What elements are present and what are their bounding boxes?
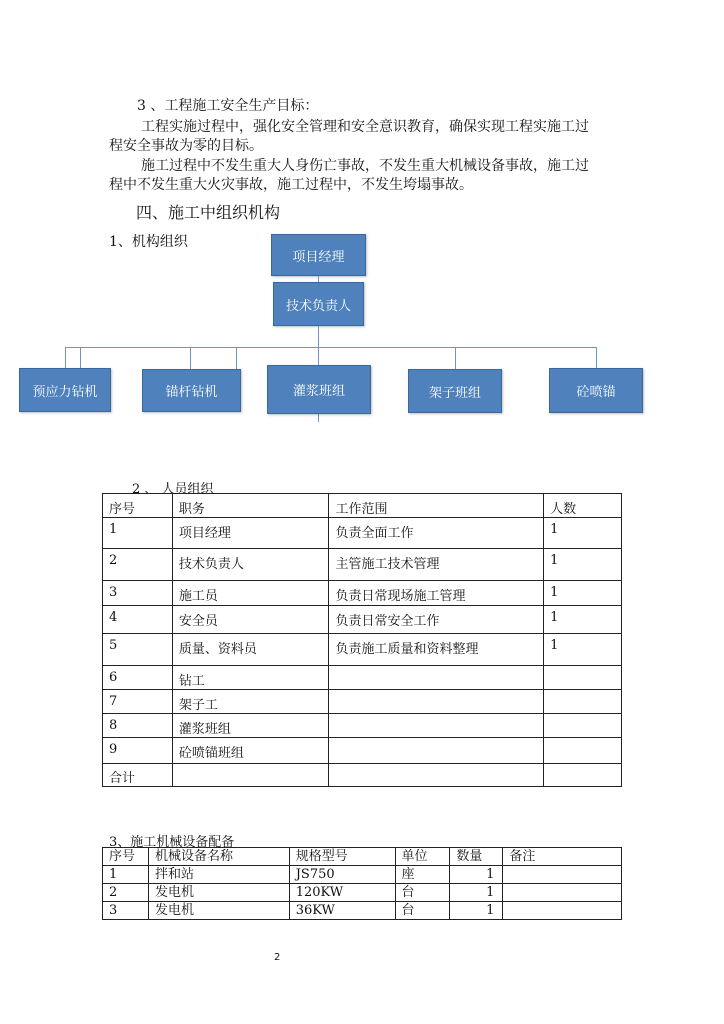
table-header-cell: 规格型号	[289, 848, 395, 866]
table-row	[103, 549, 622, 581]
equipment-table	[102, 847, 622, 920]
org-connector	[80, 347, 81, 369]
section3-title: 3 、工程施工安全生产目标：	[137, 98, 319, 114]
org-connector	[65, 347, 66, 369]
table-cell: 座	[395, 866, 450, 884]
table-cell: 台	[395, 884, 450, 902]
table-cell: 台	[395, 902, 450, 920]
org-connector	[190, 347, 191, 369]
table-cell	[544, 666, 622, 690]
org-connector	[65, 347, 597, 348]
table-cell: 拌和站	[148, 866, 289, 884]
table-cell: 1	[544, 549, 622, 581]
table-header-row	[103, 848, 622, 866]
table-row	[103, 634, 622, 666]
table-row	[103, 690, 622, 714]
table-row	[103, 738, 622, 764]
table-cell: 钻工	[172, 666, 329, 690]
table-cell	[172, 764, 329, 787]
table-cell: 5	[103, 634, 173, 666]
equipment-caption: 3、施工机械设备配备	[109, 835, 235, 850]
table-cell: 1	[544, 581, 622, 606]
table-cell: 1	[450, 902, 503, 920]
table-row	[103, 714, 622, 738]
table-header-row	[103, 494, 622, 518]
table-header-cell: 机械设备名称	[148, 848, 289, 866]
table-header-cell: 序号	[103, 494, 173, 518]
table-cell: 砼喷锚班组	[172, 738, 329, 764]
table-cell: 合计	[103, 764, 173, 787]
table-header-cell: 工作范围	[329, 494, 544, 518]
table-cell	[503, 902, 622, 920]
table-row	[103, 666, 622, 690]
table-cell: 发电机	[148, 884, 289, 902]
table-cell: 8	[103, 714, 173, 738]
table-cell	[544, 714, 622, 738]
org-connector	[318, 326, 319, 348]
table-cell	[329, 690, 544, 714]
table-cell: 1	[544, 634, 622, 666]
table-cell	[329, 738, 544, 764]
table-cell: 发电机	[148, 902, 289, 920]
personnel-table	[102, 493, 622, 787]
table-cell: 2	[103, 549, 173, 581]
org-box-tech-lead: 技术负责人	[273, 282, 364, 326]
table-row	[103, 764, 622, 787]
table-cell: 1	[450, 866, 503, 884]
section3-para2-line1: 施工过程中不发生重大人身伤亡事故，不发生重大机械设备事故，施工过	[141, 158, 589, 174]
table-cell	[544, 690, 622, 714]
table-cell: 4	[103, 606, 173, 634]
table-cell: 负责全面工作	[329, 518, 544, 549]
table-header-cell: 备注	[503, 848, 622, 866]
table-cell: 2	[103, 884, 149, 902]
org-box-team: 灌浆班组	[267, 365, 371, 414]
table-row	[103, 902, 622, 920]
table-cell: 施工员	[172, 581, 329, 606]
table-cell: 灌浆班组	[172, 714, 329, 738]
table-cell: 负责日常安全工作	[329, 606, 544, 634]
table-cell: 3	[103, 581, 173, 606]
org-chart-label: 1、机构组织	[109, 234, 188, 250]
org-connector	[318, 347, 319, 365]
table-row	[103, 518, 622, 549]
table-row	[103, 581, 622, 606]
org-box-team: 架子班组	[408, 369, 502, 413]
table-header-cell: 数量	[450, 848, 503, 866]
section4-title: 四、施工中组织机构	[136, 203, 281, 222]
table-row	[103, 884, 622, 902]
org-connector	[236, 347, 237, 369]
table-cell: 120KW	[289, 884, 395, 902]
table-cell: 安全员	[172, 606, 329, 634]
org-box-team: 预应力钻机	[19, 368, 111, 412]
table-cell: 1	[544, 606, 622, 634]
org-box-manager: 项目经理	[271, 234, 366, 276]
table-cell: 项目经理	[172, 518, 329, 549]
table-cell: 9	[103, 738, 173, 764]
section3-para1-line1: 工程实施过程中，强化安全管理和安全意识教育，确保实现工程实施工过	[141, 119, 589, 135]
page-number: 2	[274, 952, 281, 963]
table-cell	[503, 866, 622, 884]
table-cell	[503, 884, 622, 902]
table-cell: 7	[103, 690, 173, 714]
table-cell: 架子工	[172, 690, 329, 714]
org-box-team: 锚杆钻机	[142, 369, 241, 412]
table-cell: 6	[103, 666, 173, 690]
table-header-cell: 职务	[172, 494, 329, 518]
org-box-team: 砼喷锚	[549, 368, 643, 413]
section3-para1-line2: 程安全事故为零的目标。	[109, 138, 263, 154]
table-cell: 负责日常现场施工管理	[329, 581, 544, 606]
table-cell: 1	[450, 884, 503, 902]
table-cell	[544, 738, 622, 764]
table-row	[103, 606, 622, 634]
table-cell: JS750	[289, 866, 395, 884]
table-header-cell: 人数	[544, 494, 622, 518]
table-cell: 技术负责人	[172, 549, 329, 581]
table-cell	[329, 666, 544, 690]
table-cell: 36KW	[289, 902, 395, 920]
table-cell: 质量、资料员	[172, 634, 329, 666]
org-connector	[318, 414, 319, 422]
table-cell	[329, 714, 544, 738]
table-cell: 负责施工质量和资料整理	[329, 634, 544, 666]
table-cell: 3	[103, 902, 149, 920]
table-cell	[329, 764, 544, 787]
table-header-cell: 单位	[395, 848, 450, 866]
table-cell	[544, 764, 622, 787]
table-row	[103, 866, 622, 884]
table-cell: 1	[103, 518, 173, 549]
table-cell: 1	[544, 518, 622, 549]
personnel-caption: 2 、 人员组织	[132, 482, 214, 497]
org-connector	[455, 347, 456, 369]
table-header-cell: 序号	[103, 848, 149, 866]
table-cell: 主管施工技术管理	[329, 549, 544, 581]
section3-para2-line2: 程中不发生重大火灾事故，施工过程中，不发生垮塌事故。	[109, 177, 473, 193]
org-connector	[596, 347, 597, 369]
table-cell: 1	[103, 866, 149, 884]
